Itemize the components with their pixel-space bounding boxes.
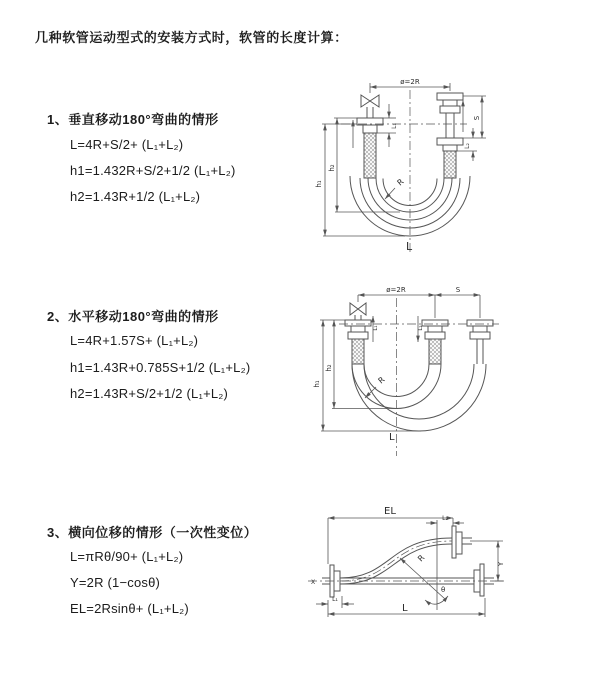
dim-label-l1: L₁ [391, 123, 398, 129]
dimensions-1 [322, 83, 486, 236]
angle-arc [425, 596, 448, 604]
dim-label-h1: h₁ [313, 380, 321, 388]
dim-label-y: Y [497, 561, 505, 567]
hose-u-bend-1 [341, 90, 470, 252]
diagram-horizontal-180-bend [303, 276, 600, 466]
dim-label-r: R [395, 177, 406, 188]
section1-heading: 1、垂直移动180°弯曲的情形 [47, 112, 219, 127]
dim-label-l2: L₂ [418, 325, 424, 331]
dim-label-l2: L₂ [442, 515, 448, 522]
diagram-lateral-displacement [300, 496, 600, 648]
dim-label-length: L [389, 432, 395, 443]
dim-label-l1: L₁ [373, 325, 379, 331]
right-flange [467, 320, 493, 326]
dimensions-3 [316, 518, 503, 617]
braided-hose-section [364, 133, 376, 178]
diagram-vertical-180-bend [305, 66, 600, 266]
left-flange [345, 320, 371, 326]
section2-heading: 2、水平移动180°弯曲的情形 [47, 309, 219, 324]
dimensions-2 [320, 295, 480, 431]
dim-label-s: S [455, 286, 461, 294]
page-title: 几种软管运动型式的安装方式时，软管的长度计算： [35, 30, 348, 45]
valve-icon [361, 95, 379, 107]
hose-s-curve [308, 526, 505, 597]
braided-hose-section [429, 339, 441, 364]
dim-label-l2: L₂ [464, 143, 471, 149]
hose-centerline [340, 541, 452, 581]
dim-label-h1: h₁ [315, 180, 323, 188]
section2-formula-h2: h2=1.43R+S/2+1/2 (L₁+L₂) [70, 386, 229, 401]
dim-label-r: R [376, 375, 387, 386]
dim-label-s: S [473, 115, 481, 121]
section2-formula-L: L=4R+1.57S+ (L₁+L₂) [70, 333, 199, 348]
dim-label-length: L [406, 240, 413, 253]
section3-formula-Y: Y=2R (1−cosθ) [70, 575, 161, 590]
dim-label-diameter: ø=2R [386, 286, 406, 294]
dim-label-h2: h₂ [325, 364, 333, 372]
middle-flange [422, 320, 448, 326]
dim-label-length: L [402, 603, 408, 614]
section1-formula-h1: h1=1.432R+S/2+1/2 (L₁+L₂) [70, 163, 236, 178]
dim-label-el: EL [384, 506, 396, 517]
right-flange [480, 564, 484, 596]
dim-label-h2: h₂ [328, 164, 336, 172]
braided-hose-section [444, 151, 456, 178]
right-lower-flange [437, 138, 463, 145]
section3-formula-L: L=πRθ/90+ (L₁+L₂) [70, 549, 184, 564]
dim-label-theta: θ [441, 586, 446, 594]
braided-hose-section [352, 339, 364, 364]
dim-label-l1: L₁ [332, 596, 338, 603]
right-top-flange [437, 93, 463, 100]
section3-formula-EL: EL=2Rsinθ+ (L₁+L₂) [70, 601, 189, 616]
section3-heading: 3、横向位移的情形（一次性变位） [47, 525, 258, 540]
upper-flange [452, 526, 456, 558]
valve-icon [350, 303, 366, 315]
section1-formula-h2: h2=1.43R+1/2 (L₁+L₂) [70, 189, 201, 204]
dim-label-r: R [416, 553, 427, 564]
section2-formula-h1: h1=1.43R+0.785S+1/2 (L₁+L₂) [70, 360, 251, 375]
hose-u-bend-2 [339, 298, 499, 456]
section1-formula-L: L=4R+S/2+ (L₁+L₂) [70, 137, 184, 152]
centerline-end-mark: X [311, 579, 316, 586]
dim-label-diameter: ø=2R [400, 78, 420, 86]
